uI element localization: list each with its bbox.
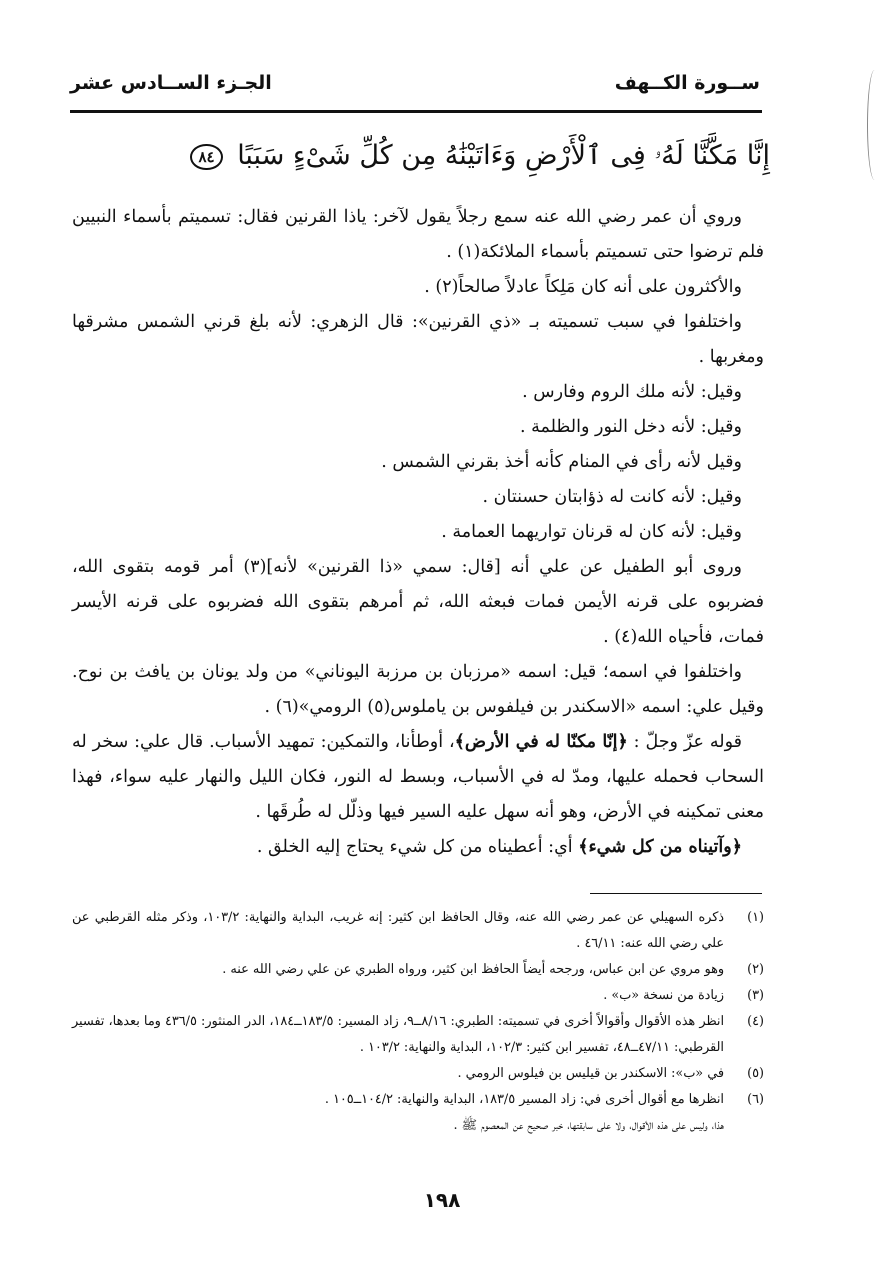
- quran-verse: [198, 132, 770, 180]
- footnote: [72, 957, 764, 983]
- footnote-text: زيادة من نسخة «ب» .: [603, 988, 724, 1003]
- paragraph: وروى أبو الطفيل عن علي أنه [قال: سمي «ذا القرنين» لأنه](٣) أمر قومه بتقوى الله، فضربوه على قرنه الأيمن فمات فبعثه الله، ثم أمرهم بتقوى الله فضربوه على قرنه الأيسر فمات، فأحياه الله(٤) .: [72, 557, 764, 647]
- footnote-rule: [590, 893, 762, 894]
- verse-number: ٨٤: [190, 144, 222, 170]
- footnote-text: في «ب»: الاسكندر بن قيليس بن فيلوس الرومي .: [457, 1066, 724, 1081]
- footnotes: [72, 905, 764, 1139]
- paragraph-lead: قوله عزّ وجلّ :: [627, 732, 742, 752]
- juz-title: الجـزء الســادس عشر: [70, 72, 272, 94]
- quoted-verse: ﴿وآتيناه من كل شيء﴾: [578, 837, 742, 857]
- paragraph: واختلفوا في اسمه؛ قيل: اسمه «مرزبان بن مرزبة اليوناني» من ولد يونان بن يافث بن نوح. وقيل علي: اسمه «الاسكندر بن فيلفوس بن ياملوس(٥) الرومي»(٦) .: [72, 662, 764, 717]
- page-number: ١٩٨: [423, 1188, 461, 1212]
- verse-text: إِنَّا مَكَّنَّا لَهُۥ فِى ٱلْأَرْضِ وَءَاتَيْنَٰهُ مِن كُلِّ شَىْءٍ سَبَبًا: [237, 140, 770, 171]
- footnote-number: (٦): [747, 1092, 764, 1107]
- footnote-number: (٥): [747, 1066, 764, 1081]
- footnote-number: (٤): [747, 1014, 764, 1029]
- footnote-number: (٣): [747, 988, 764, 1003]
- paragraph: وروي أن عمر رضي الله عنه سمع رجلاً يقول لآخر: ياذا القرنين فقال: تسميتم بأسماء النبيين فلم ترضوا حتى تسميتم بأسماء الملائكة(١) .: [72, 207, 764, 262]
- paragraph: [72, 830, 764, 865]
- surah-title: ســورة الكــهف: [614, 72, 760, 94]
- paragraph: وقيل لأنه رأى في المنام كأنه أخذ بقرني الشمس .: [381, 452, 742, 472]
- footnote: [72, 1009, 764, 1061]
- header-rule: [70, 110, 762, 113]
- footnote: [72, 983, 764, 1009]
- footnote-text: انظرها مع أقوال أخرى في: زاد المسير ١٨٣/٥، البداية والنهاية: ١٠٤/٢ــ١٠٥ .: [324, 1092, 724, 1107]
- paragraph: وقيل: لأنه كانت له ذؤابتان حسنتان .: [482, 487, 742, 507]
- footnote-number: (٢): [747, 962, 764, 977]
- quoted-verse: ﴿إنّا مكنّا له في الأرض﴾: [454, 732, 628, 752]
- paragraph-rest: ، أوطأنا، والتمكين: تمهيد الأسباب. قال علي: سخر له السحاب فحمله عليها، ومدّ له في الأسباب، وبسط له النور، فكان الليل والنهار عليه سواء، فهذا معنى تمكينه في الأرض، وهو أنه سهل عليه السير فيها وذلّل له طُرقَها .: [72, 732, 764, 822]
- footnote: [72, 1061, 764, 1087]
- paragraph: وقيل: لأنه دخل النور والظلمة .: [520, 417, 742, 437]
- paragraph: والأكثرون على أنه كان مَلِكاً عادلاً صالحاً(٢) .: [424, 277, 742, 297]
- page-edge-mark: [867, 70, 882, 180]
- commentary-body: [72, 200, 764, 865]
- footnote-text: وهو مروي عن ابن عباس، ورجحه أيضاً الحافظ ابن كثير، ورواه الطبري عن علي رضي الله عنه .: [222, 962, 724, 977]
- running-header: [70, 72, 760, 102]
- footnote-text: انظر هذه الأقوال وأقوالاً أخرى في تسميته: الطبري: ٨/١٦ــ٩، زاد المسير: ١٨٣/٥ــ١٨٤، الدر المنثور: ٤٣٦/٥ وما بعدها، تفسير القرطبي: ٤٧/١١ــ٤٨، تفسير ابن كثير: ١٠٢/٣، البداية والنهاية: ١٠٣/٢ .: [72, 1014, 724, 1055]
- paragraph: واختلفوا في سبب تسميته بـ «ذي القرنين»: قال الزهري: لأنه بلغ قرني الشمس مشرقها ومغربها .: [72, 312, 764, 367]
- footnote-text: ذكره السهيلي عن عمر رضي الله عنه، وقال الحافظ ابن كثير: إنه غريب، البداية والنهاية: ١٠٣/٢، وذكر مثله القرطبي عن علي رضي الله عنه: ٤٦/١١ .: [72, 910, 725, 951]
- footnote-continuation: هذا، وليس على هذه الأقوال، ولا على سابقتها، خبر صحيح عن المعصوم ﷺ .: [453, 1118, 724, 1133]
- footnote-number: (١): [747, 910, 764, 925]
- paragraph: [72, 725, 764, 830]
- paragraph: وقيل: لأنه ملك الروم وفارس .: [522, 382, 742, 402]
- paragraph-rest: أي: أعطيناه من كل شيء يحتاج إليه الخلق .: [256, 837, 579, 857]
- paragraph: وقيل: لأنه كان له قرنان تواريهما العمامة .: [441, 522, 742, 542]
- footnote: [72, 905, 764, 957]
- footnote: [72, 1087, 764, 1113]
